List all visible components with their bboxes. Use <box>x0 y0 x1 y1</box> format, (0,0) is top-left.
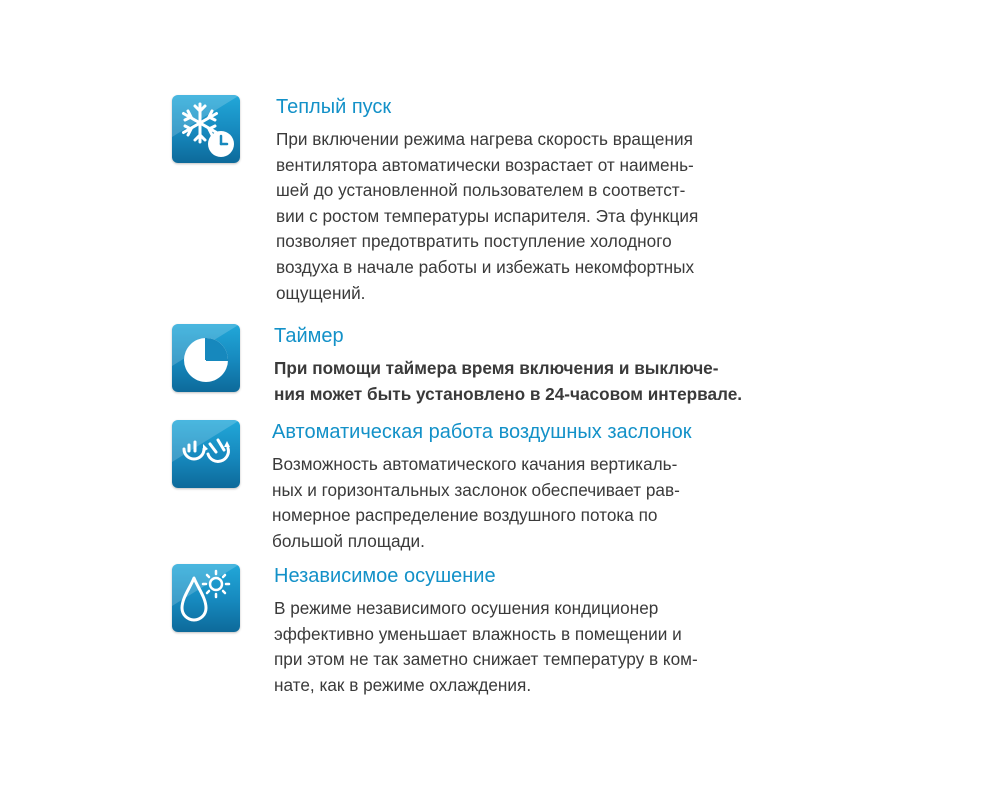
feature-description: Возможность автоматического качания вертикаль- ных и горизонтальных заслонок обеспечивает рав- номерное распределение воздушного потока по большой площади. <box>272 454 680 551</box>
feature-title: Теплый пуск <box>276 96 392 118</box>
feature-title: Автоматическая работа воздушных заслонок <box>272 421 692 443</box>
feature-title: Таймер <box>274 325 344 347</box>
timer-icon <box>172 324 240 392</box>
swing-louvers-icon <box>172 420 240 488</box>
feature-title: Независимое осушение <box>274 565 496 587</box>
snowflake-clock-icon <box>172 95 240 163</box>
feature-description: При помощи таймера время включения и выключе- ния может быть установлено в 24-часовом интервале. <box>274 358 743 404</box>
feature-timer <box>172 324 812 404</box>
feature-description: При включении режима нагрева скорость вращения вентилятора автоматически возрастает от наимень- шей до установленной пользователем в соответст- вии с ростом температуры испарителя. Эта функция позволяет предотвратить поступление холодного воздуха в начале работы и избежать некомфортных ощущений. <box>276 129 699 303</box>
feature-auto-louvers <box>172 420 812 555</box>
feature-independent-drying <box>172 564 812 704</box>
feature-description: В режиме независимого осушения кондиционер эффективно уменьшает влажность в помещении и при этом не так заметно снижает температуру в ком- нате, как в режиме охлаждения. <box>274 598 698 695</box>
drop-sun-icon <box>172 564 240 632</box>
feature-warm-start <box>172 95 812 305</box>
